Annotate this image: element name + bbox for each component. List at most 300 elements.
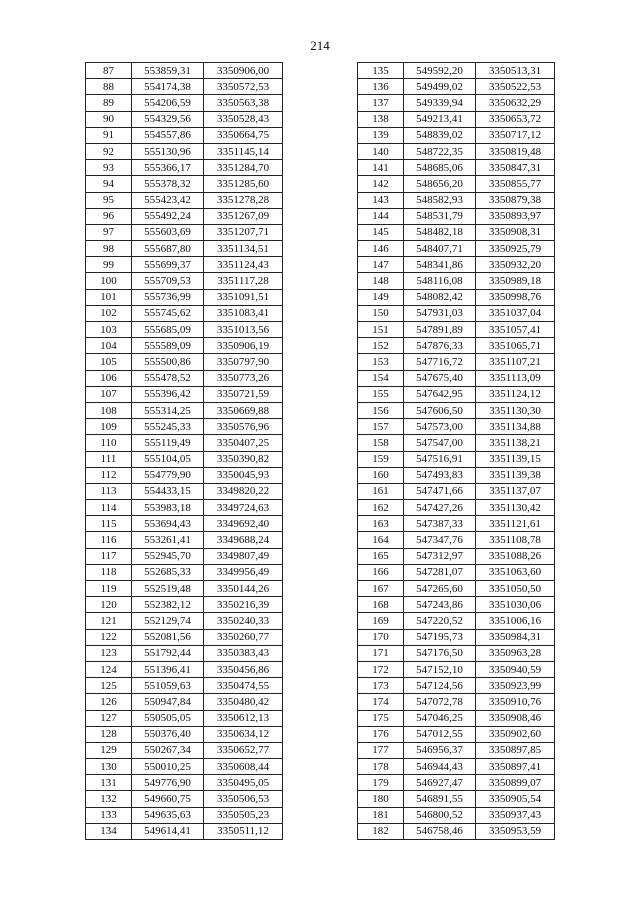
y-coordinate-cell: 3351121,61	[476, 516, 555, 532]
table-row	[86, 500, 283, 516]
y-coordinate-cell: 3350480,42	[204, 694, 283, 710]
x-coordinate-cell: 547716,72	[404, 354, 476, 370]
y-coordinate-cell: 3351130,42	[476, 500, 555, 516]
x-coordinate-cell: 547012,55	[404, 726, 476, 742]
point-number-cell: 132	[86, 791, 132, 807]
y-coordinate-cell: 3350456,86	[204, 661, 283, 677]
table-row	[358, 176, 555, 192]
point-number-cell: 172	[358, 661, 404, 677]
table-row	[358, 516, 555, 532]
y-coordinate-cell: 3350717,12	[476, 127, 555, 143]
table-row	[358, 402, 555, 418]
y-coordinate-cell: 3350989,18	[476, 273, 555, 289]
y-coordinate-cell: 3350495,05	[204, 775, 283, 791]
y-coordinate-cell: 3351145,14	[204, 143, 283, 159]
y-coordinate-cell: 3350908,31	[476, 224, 555, 240]
y-coordinate-cell: 3350819,48	[476, 143, 555, 159]
table-row	[86, 95, 283, 111]
table-row	[358, 63, 555, 79]
point-number-cell: 160	[358, 467, 404, 483]
point-number-cell: 164	[358, 532, 404, 548]
y-coordinate-cell: 3350925,79	[476, 241, 555, 257]
x-coordinate-cell: 555130,96	[132, 143, 204, 159]
point-number-cell: 139	[358, 127, 404, 143]
y-coordinate-cell: 3350572,53	[204, 79, 283, 95]
x-coordinate-cell: 548722,35	[404, 143, 476, 159]
table-row	[358, 694, 555, 710]
y-coordinate-cell: 3350906,19	[204, 338, 283, 354]
table-row	[358, 759, 555, 775]
x-coordinate-cell: 555699,37	[132, 257, 204, 273]
y-coordinate-cell: 3350632,29	[476, 95, 555, 111]
y-coordinate-cell: 3350240,33	[204, 613, 283, 629]
point-number-cell: 140	[358, 143, 404, 159]
x-coordinate-cell: 554779,90	[132, 467, 204, 483]
table-row	[358, 791, 555, 807]
point-number-cell: 150	[358, 305, 404, 321]
x-coordinate-cell: 548582,93	[404, 192, 476, 208]
point-number-cell: 144	[358, 208, 404, 224]
point-number-cell: 141	[358, 160, 404, 176]
y-coordinate-cell: 3350612,13	[204, 710, 283, 726]
table-row	[86, 386, 283, 402]
x-coordinate-cell: 549499,02	[404, 79, 476, 95]
point-number-cell: 96	[86, 208, 132, 224]
table-row	[86, 111, 283, 127]
y-coordinate-cell: 3351091,51	[204, 289, 283, 305]
point-number-cell: 157	[358, 419, 404, 435]
table-row	[358, 224, 555, 240]
table-row	[86, 645, 283, 661]
point-number-cell: 91	[86, 127, 132, 143]
x-coordinate-cell: 550947,84	[132, 694, 204, 710]
y-coordinate-cell: 3351013,56	[204, 322, 283, 338]
point-number-cell: 177	[358, 742, 404, 758]
y-coordinate-cell: 3350984,31	[476, 629, 555, 645]
x-coordinate-cell: 547573,00	[404, 419, 476, 435]
x-coordinate-cell: 547281,07	[404, 564, 476, 580]
table-row	[86, 451, 283, 467]
table-row	[358, 629, 555, 645]
y-coordinate-cell: 3350216,39	[204, 597, 283, 613]
y-coordinate-cell: 3350905,54	[476, 791, 555, 807]
table-row	[358, 241, 555, 257]
table-row	[86, 289, 283, 305]
x-coordinate-cell: 553983,18	[132, 500, 204, 516]
table-row	[86, 516, 283, 532]
table-row	[86, 63, 283, 79]
x-coordinate-cell: 555685,09	[132, 322, 204, 338]
table-row	[86, 305, 283, 321]
point-number-cell: 182	[358, 823, 404, 839]
table-row	[358, 273, 555, 289]
x-coordinate-cell: 550505,05	[132, 710, 204, 726]
point-number-cell: 116	[86, 532, 132, 548]
point-number-cell: 115	[86, 516, 132, 532]
point-number-cell: 130	[86, 759, 132, 775]
y-coordinate-cell: 3350855,77	[476, 176, 555, 192]
x-coordinate-cell: 548685,06	[404, 160, 476, 176]
point-number-cell: 117	[86, 548, 132, 564]
point-number-cell: 143	[358, 192, 404, 208]
y-coordinate-cell: 3350902,60	[476, 726, 555, 742]
x-coordinate-cell: 548839,02	[404, 127, 476, 143]
point-number-cell: 129	[86, 742, 132, 758]
x-coordinate-cell: 548082,42	[404, 289, 476, 305]
y-coordinate-cell: 3351113,09	[476, 370, 555, 386]
point-number-cell: 134	[86, 823, 132, 839]
point-number-cell: 148	[358, 273, 404, 289]
y-coordinate-cell: 3351107,21	[476, 354, 555, 370]
y-coordinate-cell: 3350407,25	[204, 435, 283, 451]
table-row	[358, 807, 555, 823]
x-coordinate-cell: 552519,48	[132, 581, 204, 597]
point-number-cell: 175	[358, 710, 404, 726]
y-coordinate-cell: 3349820,22	[204, 483, 283, 499]
point-number-cell: 92	[86, 143, 132, 159]
point-number-cell: 161	[358, 483, 404, 499]
x-coordinate-cell: 548116,08	[404, 273, 476, 289]
y-coordinate-cell: 3350797,90	[204, 354, 283, 370]
x-coordinate-cell: 552945,70	[132, 548, 204, 564]
table-row	[86, 726, 283, 742]
table-row	[86, 419, 283, 435]
y-coordinate-cell: 3350847,31	[476, 160, 555, 176]
y-coordinate-cell: 3350669,88	[204, 402, 283, 418]
table-row	[86, 548, 283, 564]
point-number-cell: 158	[358, 435, 404, 451]
y-coordinate-cell: 3350144,26	[204, 581, 283, 597]
point-number-cell: 120	[86, 597, 132, 613]
x-coordinate-cell: 546800,52	[404, 807, 476, 823]
table-row	[358, 419, 555, 435]
x-coordinate-cell: 547547,00	[404, 435, 476, 451]
point-number-cell: 169	[358, 613, 404, 629]
point-number-cell: 90	[86, 111, 132, 127]
point-number-cell: 145	[358, 224, 404, 240]
x-coordinate-cell: 549213,41	[404, 111, 476, 127]
point-number-cell: 151	[358, 322, 404, 338]
table-row	[86, 791, 283, 807]
x-coordinate-cell: 555119,49	[132, 435, 204, 451]
table-row	[358, 742, 555, 758]
y-coordinate-cell: 3351117,28	[204, 273, 283, 289]
point-number-cell: 98	[86, 241, 132, 257]
y-coordinate-cell: 3350897,41	[476, 759, 555, 775]
x-coordinate-cell: 551792,44	[132, 645, 204, 661]
point-number-cell: 122	[86, 629, 132, 645]
point-number-cell: 106	[86, 370, 132, 386]
table-row	[358, 532, 555, 548]
x-coordinate-cell: 549635,63	[132, 807, 204, 823]
y-coordinate-cell: 3350879,38	[476, 192, 555, 208]
point-number-cell: 137	[358, 95, 404, 111]
table-row	[358, 548, 555, 564]
point-number-cell: 155	[358, 386, 404, 402]
y-coordinate-cell: 3351006,16	[476, 613, 555, 629]
point-number-cell: 123	[86, 645, 132, 661]
point-number-cell: 163	[358, 516, 404, 532]
y-coordinate-cell: 3351030,06	[476, 597, 555, 613]
y-coordinate-cell: 3351267,09	[204, 208, 283, 224]
y-coordinate-cell: 3350932,20	[476, 257, 555, 273]
point-number-cell: 111	[86, 451, 132, 467]
table-row	[86, 742, 283, 758]
x-coordinate-cell: 553859,31	[132, 63, 204, 79]
x-coordinate-cell: 546956,37	[404, 742, 476, 758]
point-number-cell: 128	[86, 726, 132, 742]
y-coordinate-cell: 3351278,28	[204, 192, 283, 208]
table-row	[86, 597, 283, 613]
point-number-cell: 121	[86, 613, 132, 629]
point-number-cell: 87	[86, 63, 132, 79]
table-row	[86, 127, 283, 143]
point-number-cell: 131	[86, 775, 132, 791]
x-coordinate-cell: 547891,89	[404, 322, 476, 338]
point-number-cell: 156	[358, 402, 404, 418]
x-coordinate-cell: 546891,55	[404, 791, 476, 807]
table-row	[86, 143, 283, 159]
y-coordinate-cell: 3351139,38	[476, 467, 555, 483]
table-row	[358, 354, 555, 370]
table-row	[86, 370, 283, 386]
table-row	[358, 451, 555, 467]
x-coordinate-cell: 550010,25	[132, 759, 204, 775]
x-coordinate-cell: 555245,33	[132, 419, 204, 435]
x-coordinate-cell: 554206,59	[132, 95, 204, 111]
x-coordinate-cell: 547606,50	[404, 402, 476, 418]
y-coordinate-cell: 3350608,44	[204, 759, 283, 775]
x-coordinate-cell: 551396,41	[132, 661, 204, 677]
x-coordinate-cell: 547124,56	[404, 678, 476, 694]
y-coordinate-cell: 3351037,04	[476, 305, 555, 321]
y-coordinate-cell: 3350383,43	[204, 645, 283, 661]
table-row	[358, 386, 555, 402]
point-number-cell: 162	[358, 500, 404, 516]
point-number-cell: 89	[86, 95, 132, 111]
point-number-cell: 97	[86, 224, 132, 240]
x-coordinate-cell: 549776,90	[132, 775, 204, 791]
y-coordinate-cell: 3350260,77	[204, 629, 283, 645]
table-row	[86, 629, 283, 645]
table-row	[358, 775, 555, 791]
y-coordinate-cell: 3351088,26	[476, 548, 555, 564]
point-number-cell: 181	[358, 807, 404, 823]
point-number-cell: 119	[86, 581, 132, 597]
x-coordinate-cell: 550267,34	[132, 742, 204, 758]
table-row	[86, 710, 283, 726]
table-row	[358, 581, 555, 597]
table-row	[86, 581, 283, 597]
point-number-cell: 173	[358, 678, 404, 694]
x-coordinate-cell: 548482,18	[404, 224, 476, 240]
x-coordinate-cell: 548656,20	[404, 176, 476, 192]
x-coordinate-cell: 555396,42	[132, 386, 204, 402]
y-coordinate-cell: 3350563,38	[204, 95, 283, 111]
point-number-cell: 124	[86, 661, 132, 677]
point-number-cell: 167	[358, 581, 404, 597]
table-row	[358, 208, 555, 224]
table-row	[358, 111, 555, 127]
x-coordinate-cell: 547195,73	[404, 629, 476, 645]
x-coordinate-cell: 547642,95	[404, 386, 476, 402]
x-coordinate-cell: 554174,38	[132, 79, 204, 95]
point-number-cell: 109	[86, 419, 132, 435]
point-number-cell: 125	[86, 678, 132, 694]
y-coordinate-cell: 3351130,30	[476, 402, 555, 418]
x-coordinate-cell: 549592,20	[404, 63, 476, 79]
y-coordinate-cell: 3350505,23	[204, 807, 283, 823]
x-coordinate-cell: 549339,94	[404, 95, 476, 111]
point-number-cell: 94	[86, 176, 132, 192]
x-coordinate-cell: 555478,52	[132, 370, 204, 386]
y-coordinate-cell: 3350899,07	[476, 775, 555, 791]
point-number-cell: 138	[358, 111, 404, 127]
table-row	[86, 564, 283, 580]
y-coordinate-cell: 3350893,97	[476, 208, 555, 224]
y-coordinate-cell: 3350721,59	[204, 386, 283, 402]
point-number-cell: 112	[86, 467, 132, 483]
point-number-cell: 142	[358, 176, 404, 192]
x-coordinate-cell: 555589,09	[132, 338, 204, 354]
point-number-cell: 152	[358, 338, 404, 354]
table-row	[358, 661, 555, 677]
table-row	[358, 370, 555, 386]
x-coordinate-cell: 547427,26	[404, 500, 476, 516]
y-coordinate-cell: 3350390,82	[204, 451, 283, 467]
x-coordinate-cell: 552685,33	[132, 564, 204, 580]
x-coordinate-cell: 547312,97	[404, 548, 476, 564]
y-coordinate-cell: 3351063,60	[476, 564, 555, 580]
y-coordinate-cell: 3350474,55	[204, 678, 283, 694]
coordinates-table-right	[357, 62, 555, 840]
table-row	[86, 402, 283, 418]
x-coordinate-cell: 546927,47	[404, 775, 476, 791]
x-coordinate-cell: 547072,78	[404, 694, 476, 710]
y-coordinate-cell: 3349807,49	[204, 548, 283, 564]
point-number-cell: 149	[358, 289, 404, 305]
x-coordinate-cell: 547931,03	[404, 305, 476, 321]
point-number-cell: 114	[86, 500, 132, 516]
point-number-cell: 118	[86, 564, 132, 580]
y-coordinate-cell: 3350522,53	[476, 79, 555, 95]
y-coordinate-cell: 3351050,50	[476, 581, 555, 597]
x-coordinate-cell: 547471,66	[404, 483, 476, 499]
x-coordinate-cell: 555366,17	[132, 160, 204, 176]
y-coordinate-cell: 3350511,12	[204, 823, 283, 839]
point-number-cell: 126	[86, 694, 132, 710]
x-coordinate-cell: 554557,86	[132, 127, 204, 143]
x-coordinate-cell: 555492,24	[132, 208, 204, 224]
y-coordinate-cell: 3350773,26	[204, 370, 283, 386]
table-row	[358, 564, 555, 580]
table-row	[358, 435, 555, 451]
y-coordinate-cell: 3351124,43	[204, 257, 283, 273]
table-row	[86, 532, 283, 548]
x-coordinate-cell: 554329,56	[132, 111, 204, 127]
table-row	[86, 775, 283, 791]
x-coordinate-cell: 547347,76	[404, 532, 476, 548]
point-number-cell: 154	[358, 370, 404, 386]
y-coordinate-cell: 3350923,99	[476, 678, 555, 694]
y-coordinate-cell: 3350576,96	[204, 419, 283, 435]
y-coordinate-cell: 3350940,59	[476, 661, 555, 677]
x-coordinate-cell: 547493,83	[404, 467, 476, 483]
point-number-cell: 113	[86, 483, 132, 499]
y-coordinate-cell: 3349692,40	[204, 516, 283, 532]
point-number-cell: 100	[86, 273, 132, 289]
point-number-cell: 104	[86, 338, 132, 354]
table-row	[86, 694, 283, 710]
y-coordinate-cell: 3351124,12	[476, 386, 555, 402]
table-row	[86, 759, 283, 775]
y-coordinate-cell: 3349688,24	[204, 532, 283, 548]
x-coordinate-cell: 547220,52	[404, 613, 476, 629]
point-number-cell: 95	[86, 192, 132, 208]
table-row	[358, 127, 555, 143]
point-number-cell: 105	[86, 354, 132, 370]
x-coordinate-cell: 555709,53	[132, 273, 204, 289]
y-coordinate-cell: 3351108,78	[476, 532, 555, 548]
x-coordinate-cell: 555603,69	[132, 224, 204, 240]
x-coordinate-cell: 548341,86	[404, 257, 476, 273]
point-number-cell: 176	[358, 726, 404, 742]
point-number-cell: 146	[358, 241, 404, 257]
y-coordinate-cell: 3350528,43	[204, 111, 283, 127]
y-coordinate-cell: 3351139,15	[476, 451, 555, 467]
x-coordinate-cell: 555378,32	[132, 176, 204, 192]
table-row	[358, 322, 555, 338]
table-row	[86, 273, 283, 289]
y-coordinate-cell: 3351065,71	[476, 338, 555, 354]
x-coordinate-cell: 547387,33	[404, 516, 476, 532]
point-number-cell: 107	[86, 386, 132, 402]
point-number-cell: 102	[86, 305, 132, 321]
y-coordinate-cell: 3351134,51	[204, 241, 283, 257]
point-number-cell: 108	[86, 402, 132, 418]
table-row	[86, 613, 283, 629]
table-row	[358, 823, 555, 839]
x-coordinate-cell: 548407,71	[404, 241, 476, 257]
y-coordinate-cell: 3350963,28	[476, 645, 555, 661]
point-number-cell: 153	[358, 354, 404, 370]
x-coordinate-cell: 549660,75	[132, 791, 204, 807]
x-coordinate-cell: 547152,10	[404, 661, 476, 677]
point-number-cell: 179	[358, 775, 404, 791]
x-coordinate-cell: 547516,91	[404, 451, 476, 467]
point-number-cell: 166	[358, 564, 404, 580]
table-row	[86, 208, 283, 224]
table-row	[86, 807, 283, 823]
x-coordinate-cell: 552382,12	[132, 597, 204, 613]
table-row	[86, 435, 283, 451]
point-number-cell: 99	[86, 257, 132, 273]
table-row	[86, 354, 283, 370]
x-coordinate-cell: 546944,43	[404, 759, 476, 775]
table-row	[358, 726, 555, 742]
table-row	[86, 678, 283, 694]
x-coordinate-cell: 547243,86	[404, 597, 476, 613]
point-number-cell: 93	[86, 160, 132, 176]
table-row	[358, 500, 555, 516]
x-coordinate-cell: 549614,41	[132, 823, 204, 839]
x-coordinate-cell: 555687,80	[132, 241, 204, 257]
table-row	[358, 710, 555, 726]
table-row	[86, 322, 283, 338]
table-row	[86, 224, 283, 240]
table-row	[86, 160, 283, 176]
y-coordinate-cell: 3351207,71	[204, 224, 283, 240]
